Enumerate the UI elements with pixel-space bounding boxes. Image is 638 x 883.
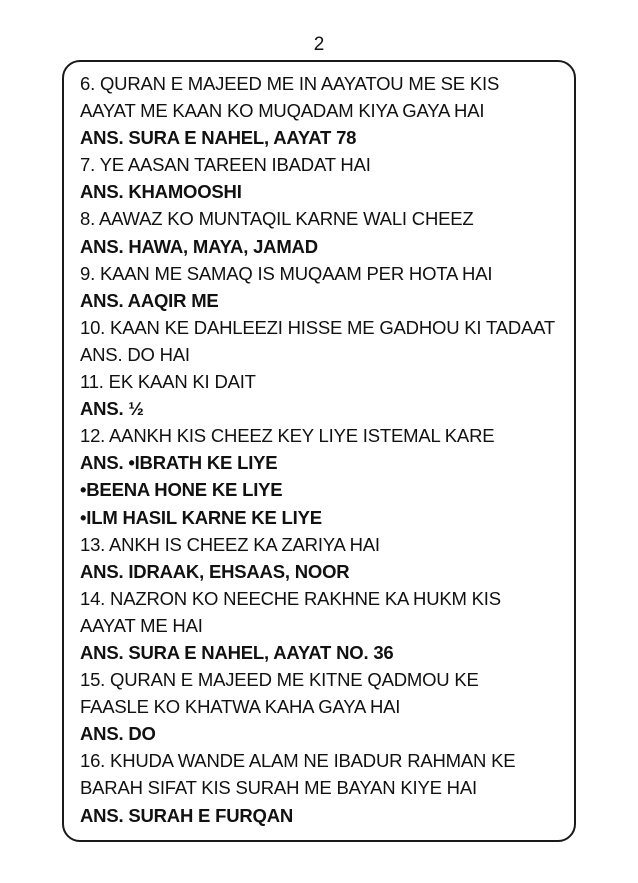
- answer-line: •ILM HASIL KARNE KE LIYE: [80, 506, 322, 528]
- question-line: 11. EK KAAN KI DAIT: [80, 371, 256, 393]
- question-line: 16. KHUDA WANDE ALAM NE IBADUR RAHMAN KE: [80, 750, 516, 772]
- answer-line: ANS. ½: [80, 398, 144, 420]
- question-line: 7. YE AASAN TAREEN IBADAT HAI: [80, 154, 371, 176]
- page-number: 2: [313, 34, 325, 55]
- answer-line: ANS. KHAMOOSHI: [80, 181, 242, 203]
- question-line: 13. ANKH IS CHEEZ KA ZARIYA HAI: [80, 533, 380, 555]
- question-line: AAYAT ME HAI: [80, 614, 203, 636]
- answer-line: ANS. •IBRATH KE LIYE: [80, 452, 278, 474]
- answer-line: ANS. SURAH E FURQAN: [80, 804, 294, 826]
- qa-text-block: [80, 70, 570, 829]
- answer-line: ANS. SURA E NAHEL, AAYAT NO. 36: [80, 641, 394, 663]
- question-line: ANS. DO HAI: [80, 343, 190, 365]
- question-line: 8. AAWAZ KO MUNTAQIL KARNE WALI CHEEZ: [80, 208, 474, 230]
- answer-line: ANS. DO: [80, 723, 156, 745]
- question-line: AAYAT ME KAAN KO MUQADAM KIYA GAYA HAI: [80, 100, 485, 122]
- question-line: 10. KAAN KE DAHLEEZI HISSE ME GADHOU KI TADAAT: [80, 316, 556, 338]
- question-line: 9. KAAN ME SAMAQ IS MUQAAM PER HOTA HAI: [80, 262, 493, 284]
- answer-line: ANS. HAWA, MAYA, JAMAD: [80, 235, 318, 257]
- question-line: FAASLE KO KHATWA KAHA GAYA HAI: [80, 696, 401, 718]
- question-line: 15. QURAN E MAJEED ME KITNE QADMOU KE: [80, 669, 479, 691]
- question-line: 12. AANKH KIS CHEEZ KEY LIYE ISTEMAL KARE: [80, 425, 495, 447]
- question-line: 6. QURAN E MAJEED ME IN AAYATOU ME SE KIS: [80, 73, 500, 94]
- answer-line: ANS. SURA E NAHEL, AAYAT 78: [80, 127, 357, 149]
- answer-line: ANS. IDRAAK, EHSAAS, NOOR: [80, 560, 350, 582]
- question-line: 14. NAZRON KO NEECHE RAKHNE KA HUKM KIS: [80, 587, 501, 609]
- question-line: BARAH SIFAT KIS SURAH ME BAYAN KIYE HAI: [80, 777, 477, 799]
- answer-line: ANS. AAQIR ME: [80, 289, 219, 311]
- answer-line: •BEENA HONE KE LIYE: [80, 479, 283, 501]
